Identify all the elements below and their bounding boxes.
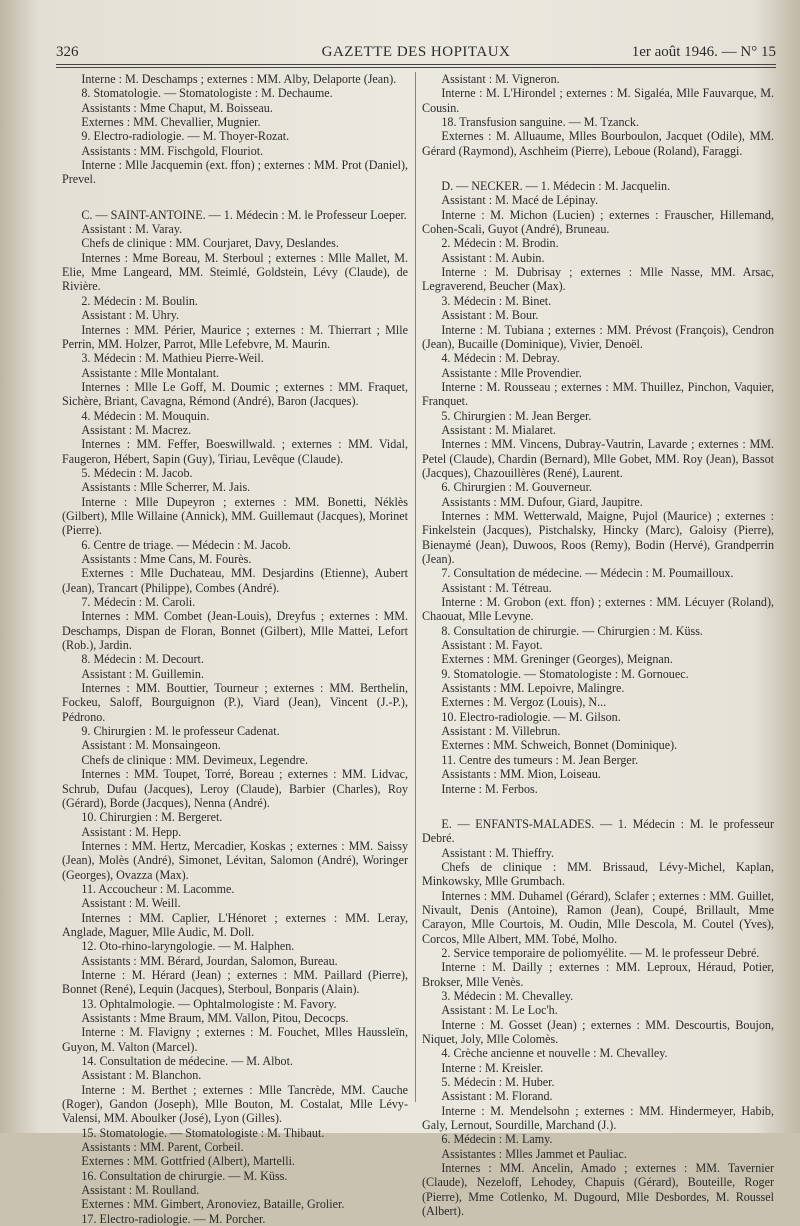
text-line: D. — NECKER. — 1. Médecin : M. Jacquelin. [441,179,671,194]
text-line: Externes : MM. Schweich, Bonnet (Dominique). [441,738,678,753]
text-line: Internes : MM. Ancelin, Amado ; externes : MM. Tavernier (Claude), Nezeloff, Lehodey, Chapuis (Gérard), Bouteille, Roger (Pierre), Mme Cotlenko, M. Dugourd, Mlle Desbordes, M. Roussel (Albert). [422,1161,774,1219]
text-line: Assistant : M. Fayot. [441,638,543,653]
text-line: Interne : M. Michon (Lucien) ; externes : Frauscher, Hillemand, Cohen-Scali, Guyot (André), Bruneau. [422,207,774,237]
text-line: Interne : M. Ferbos. [441,781,538,796]
text-line: Chefs de clinique : MM. Devimeux, Legendre. [81,752,309,767]
text-line: Assistant : M. Roulland. [81,1183,200,1198]
text-line: Internes : MM. Caplier, L'Hénoret ; externes : MM. Leray, Anglade, Maguer, Mlle Audic, M. Doll. [62,910,408,939]
text-line: Assistants : MM. Mion, Loiseau. [441,767,601,782]
text-line: Assistant : M. Aubin. [441,250,545,265]
text-line: Externes : M. Vergoz (Louis), N... [441,695,607,710]
text-line: Assistant : M. Macé de Lépinay. [441,193,599,208]
text-line: Internes : MM. Feffer, Boeswillwald. ; externes : MM. Vidal, Faugeron, Hébert, Sapin (Guy), Tiriau, Levêque (Claude). [62,437,408,466]
text-line: Interne : M. Hérard (Jean) ; externes : MM. Paillard (Pierre), Bonnet (René), Lequin (Jacques), Sterboul, Bonparis (Alain). [62,967,408,997]
text-line: Chefs de clinique : MM. Courjaret, Davy, Deslandes. [81,236,339,251]
text-line: Assistants : Mlle Scherrer, M. Jais. [81,480,251,495]
text-line: 4. Médecin : M. Debray. [441,351,560,366]
text-line: 8. Stomatologie. — Stomatologiste : M. Dechaume. [81,86,333,101]
text-line: C. — SAINT-ANTOINE. — 1. Médecin : M. le Professeur Loeper. [81,207,407,222]
text-line: 3. Médecin : M. Chevalley. [441,988,574,1003]
text-line: 16. Consultation de chirurgie. — M. Küss. [81,1168,288,1183]
text-line: Assistante : Mlle Provendier. [441,365,582,380]
text-line: 4. Médecin : M. Mouquin. [81,408,210,423]
text-line: Interne : M. Flavigny ; externes : M. Fouchet, Mlles Haussleïn, Guyon, M. Valton (Marcel). [62,1025,408,1054]
text-line: Internes : MM. Wetterwald, Maigne, Pujol (Maurice) ; externes : Finkelstein (Jacques), Pistchalsky, Hincky (Marc), Galoisy (Pierre), Bienaymé (Jean), Duwoos, Roos (Remy), Bodin (Hervé), Grandperrin (Jean). [422,508,774,566]
text-line: Assistants : Mme Cans, M. Fourès. [81,552,252,566]
text-line: Externes : MM. Gottfried (Albert), Martelli. [81,1154,295,1169]
issue-date: 1er août 1946. — N° 15 [631,44,776,60]
text-line: Assistants : MM. Dufour, Giard, Jaupitre. [441,494,643,509]
header-rule [56,64,776,65]
text-line: Assistant : M. Guillemin. [81,666,204,681]
column-divider [415,72,416,1102]
left-column [62,72,408,1226]
text-line: 15. Stomatologie. — Stomatologiste : M. Thibaut. [81,1125,325,1140]
text-line: Assistant : M. Le Loc'h. [441,1003,558,1018]
text-line: Assistants : MM. Lepoivre, Malingre. [441,681,625,696]
text-line: Externes : MM. Greninger (Georges), Meignan. [441,652,673,667]
text-line: Interne : M. Grobon (ext. ffon) ; externes : MM. Lécuyer (Roland), Chaouat, Mlle Levyne. [422,595,774,624]
text-line: 2. Médecin : M. Boulin. [81,293,198,308]
text-line: 10. Chirurgien : M. Bergeret. [81,810,223,825]
text-line: Assistant : M. Weill. [81,896,181,911]
text-line: Interne : Mlle Jacquemin (ext. ffon) ; externes : MM. Prot (Daniel), Prevel. [62,158,408,187]
text-line: Assistantes : Mlles Jammet et Pauliac. [441,1146,627,1161]
text-line: 2. Service temporaire de poliomyélite. — M. le professeur Debré. [441,945,760,960]
page-header [56,44,776,64]
text-line: 8. Médecin : M. Decourt. [81,652,204,667]
text-line: 7. Consultation de médecine. — Médecin : M. Poumailloux. [441,566,734,581]
text-line: 18. Transfusion sanguine. — M. Tzanck. [441,115,639,130]
text-line: 6. Médecin : M. Lamy. [441,1132,553,1147]
text-line: Internes : MM. Toupet, Torré, Boreau ; externes : MM. Lidvac, Schrub, Dufau (Jacques), Leroy (Claude), Barbier (Charles), Roy (Gérard), Borde (Jacques), Nenna (André). [62,767,408,810]
text-line: Interne : M. Kreisler. [441,1060,544,1075]
text-line: Interne : M. Gosset (Jean) ; externes : MM. Descourtis, Boujon, Niquet, Joly, Mlle Colomès. [422,1017,774,1046]
text-line: 12. Oto-rhino-laryngologie. — M. Halphen. [81,939,295,954]
text-line: Assistant : M. Uhry. [81,308,180,323]
text-line: Externes : M. Alluaume, Mlles Bourboulon, Jacquet (Odile), MM. Gérard (Raymond), Aschheim (Pierre), Leboue (Roland), Faraggi. [422,129,774,158]
text-line: Assistante : Mlle Montalant. [81,365,220,380]
text-line: Interne : M. Mendelsohn ; externes : MM. Hindermeyer, Habib, Galy, Lernout, Sourdille, Marchand (J.). [422,1103,774,1133]
text-line: Assistant : M. Bour. [441,308,539,323]
text-line: Internes : MM. Combet (Jean-Louis), Dreyfus ; externes : MM. Deschamps, Dispan de Floran, Bonnet (Gilbert), Mlle Mattei, Lefort (Rob.), Jardin. [62,609,408,653]
text-line: Internes : MM. Périer, Maurice ; externes : M. Thierrart ; Mlle Perrin, MM. Holzer, Parrot, Mlle Lefebvre, M. Maurin. [62,322,408,351]
text-line: 6. Chirurgien : M. Gouverneur. [441,480,592,495]
text-line: Assistant : M. Tétreau. [441,580,552,595]
text-line: Interne : M. L'Hirondel ; externes : M. Sigaléa, Mlle Fauvarque, M. Cousin. [422,86,774,115]
right-column [422,72,774,1218]
text-line: 7. Médecin : M. Caroli. [81,595,196,610]
text-line: Chefs de clinique : MM. Brissaud, Lévy-Michel, Kaplan, Minkowsky, Mlle Grumbach. [422,859,774,889]
text-line: Assistant : M. Macrez. [81,422,192,437]
text-line: Assistant : M. Thieffry. [441,845,555,860]
text-line: Assistant : M. Florand. [441,1089,553,1104]
text-line: Assistant : M. Villebrun. [441,724,561,739]
text-line: 5. Chirurgien : M. Jean Berger. [441,408,592,423]
text-line: 2. Médecin : M. Brodin. [441,236,559,251]
text-line: 13. Ophtalmologie. — Ophtalmologiste : M. Favory. [81,996,337,1011]
text-line: 9. Stomatologie. — Stomatologiste : M. Gornouec. [441,666,689,681]
text-line: Assistants : MM. Parent, Corbeil. [81,1140,244,1155]
text-line: Internes : MM. Hertz, Mercadier, Koskas ; externes : MM. Saissy (Jean), Molès (André), Simonet, Lévitan, Salomon (André), Woringer (Georges), Ovazza (Max). [62,838,408,882]
text-line: Assistants : Mme Chaput, M. Boisseau. [81,100,273,115]
text-line: Externes : Mlle Duchateau, MM. Desjardins (Etienne), Aubert (Jean), Trancart (Philippe), Combes (André). [62,566,408,595]
journal-title: GAZETTE DES HOPITAUX [321,44,511,60]
text-line: E. — ENFANTS-MALADES. — 1. Médecin : M. le professeur Debré. [422,816,774,846]
text-line: Interne : M. Deschamps ; externes : MM. Alby, Delaporte (Jean). [81,72,397,86]
text-line: 5. Médecin : M. Huber. [441,1075,555,1090]
text-line: Assistants : MM. Fischgold, Flouriot. [81,143,264,158]
text-line: 8. Consultation de chirurgie. — Chirurgien : M. Küss. [441,623,703,638]
text-line: Interne : M. Tubiana ; externes : MM. Prévost (François), Cendron (Jean), Bucaille (Dominique), Vivier, Denoël. [422,322,774,351]
text-line: 9. Electro-radiologie. — M. Thoyer-Rozat. [81,129,290,144]
text-line: 9. Chirurgien : M. le professeur Cadenat. [81,724,280,739]
text-line: Internes : Mme Boreau, M. Sterboul ; externes : Mlle Mallet, M. Elie, Mme Langeard, MM. Steimlé, Goldstein, Lévy (Claude), de Rivière. [62,250,408,294]
text-line: 3. Médecin : M. Mathieu Pierre-Weil. [81,351,264,366]
text-line: Interne : M. Berthet ; externes : Mlle Tancrède, MM. Cauche (Roger), Gandon (Joseph), Mlle Bouton, M. Costalat, Mlle Lévy-Valensi, MM. Aboulker (José), Lyon (Gilles). [62,1082,408,1126]
text-line: Internes : Mlle Le Goff, M. Doumic ; externes : MM. Fraquet, Sichère, Briant, Cavagna, Rémond (André), Baron (Jacques). [62,379,408,409]
text-line: Interne : Mlle Dupeyron ; externes : MM. Bonetti, Néklès (Gilbert), Mlle Willaine (Annick), MM. Guillemaut (Jacques), Morinet (Pierre). [62,494,408,538]
text-line: Internes : MM. Bouttier, Tourneur ; externes : MM. Berthelin, Fockeu, Saloff, Bourguignon (P.), Viard (Jean), Vincent (J.-P.), Pédrono. [62,681,408,724]
text-line: Interne : M. Dubrisay ; externes : Mlle Nasse, MM. Arsac, Legraverend, Beucher (Max). [422,265,774,294]
text-line: Assistant : M. Mialaret. [441,422,556,437]
text-line: 11. Centre des tumeurs : M. Jean Berger. [441,752,639,767]
text-line: 4. Crèche ancienne et nouvelle : M. Chevalley. [441,1046,668,1061]
text-line: 14. Consultation de médecine. — M. Albot. [81,1054,293,1069]
text-line: 11. Accoucheur : M. Lacomme. [81,881,235,896]
header-rule-thin [56,67,776,68]
text-line: Assistant : M. Vigneron. [441,72,560,86]
text-line: Externes : MM. Gimbert, Aronoviez, Bataille, Grolier. [81,1197,345,1212]
text-line: Assistants : Mme Braum, MM. Vallon, Pitou, Decocps. [81,1011,349,1025]
text-line: 17. Electro-radiologie. — M. Porcher. [81,1211,266,1226]
text-line: 5. Médecin : M. Jacob. [81,465,193,480]
text-line: 3. Médecin : M. Binet. [441,293,552,308]
text-line: Assistant : M. Hepp. [81,824,182,839]
text-line: 6. Centre de triage. — Médecin : M. Jacob. [81,537,291,552]
text-line: Internes : MM. Duhamel (Gérard), Sclafer ; externes : MM. Guillet, Nivault, Denis (Antoine), Ramon (Jean), Coupé, Brillault, Mme Carayon, Mlle Courtois, M. Oudin, Mlle Descola, M. Coutel (Yves), Corcos, Mlle Albert, MM. Tobé, Molho. [422,888,774,946]
text-line: Internes : MM. Vincens, Dubray-Vautrin, Lavarde ; externes : MM. Petel (Claude), Chardin (Bernard), Mlle Gobet, MM. Roy (Jean), Bassot (Jacques), Chazouillères (René), Laurent. [422,437,774,480]
text-line: Assistant : M. Monsaingeon. [81,738,221,753]
text-line: Assistants : MM. Bérard, Jourdan, Salomon, Bureau. [81,953,338,968]
text-line: Assistant : M. Varay. [81,222,183,237]
text-line: Assistant : M. Blanchon. [81,1068,202,1083]
page-number: 326 [56,44,79,60]
text-line: Interne : M. Dailly ; externes : MM. Leproux, Héraud, Potier, Brokser, Mlle Venès. [422,960,774,989]
text-line: Interne : M. Rousseau ; externes : MM. Thuillez, Pinchon, Vaquier, Franquet. [422,379,774,409]
text-line: 10. Electro-radiologie. — M. Gilson. [441,709,621,724]
text-line: Externes : MM. Chevallier, Mugnier. [81,115,261,130]
